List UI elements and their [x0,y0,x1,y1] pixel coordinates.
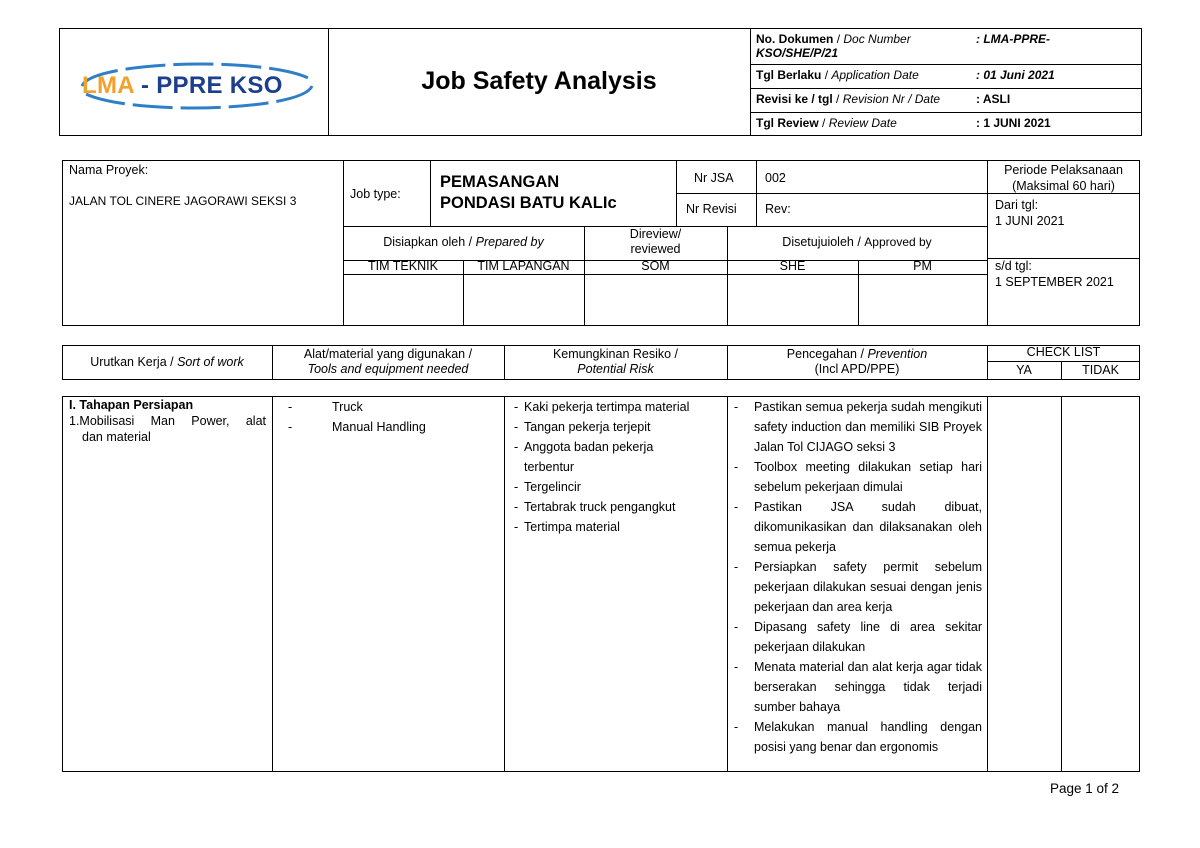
doc-number-value-cont: KSO/SHE/P/21 [756,46,839,60]
application-date-value: : 01 Juni 2021 [976,68,1055,82]
risk-list [504,397,724,537]
risk-item: - Tertimpa material [510,517,724,537]
step-line-1: 1.Mobilisasi Man Power, alat [69,414,266,428]
application-date-label: Tgl Berlaku / Application Date [756,68,919,82]
project-name-value: JALAN TOL CINERE JAGORAWI SEKSI 3 [69,194,297,208]
approved-by-label: Disetujuioleh / Approved by [782,235,932,249]
job-type-line2: PONDASI BATU KALIc [440,194,617,212]
risk-item: - Tertabrak truck pengangkut [510,497,724,517]
col-tools-2: Tools and equipment needed [307,362,469,376]
tool-item: - Truck [282,397,504,417]
job-type-label: Job type: [350,187,401,201]
to-date-value: 1 SEPTEMBER 2021 [995,275,1114,289]
period-label-2: (Maksimal 60 hari) [1012,179,1115,193]
col-prevention-2: (Incl APD/PPE) [814,362,900,376]
document-title: Job Safety Analysis [421,67,657,95]
revision-label: Revisi ke / tgl / Revision Nr / Date [756,92,941,106]
col-sort-of-work: Urutkan Kerja / Sort of work [90,355,244,369]
col-tidak: TIDAK [1082,363,1119,377]
job-type-line1: PEMASANGAN [440,173,560,191]
risk-item: - Tergelincir [510,477,724,497]
period-label-1: Periode Pelaksanaan [1004,163,1123,177]
doc-number-value: : LMA-PPRE- [976,32,1050,46]
stage-title: I. Tahapan Persiapan [69,398,194,412]
prevention-item: - Melakukan manual handling dengan posisi yang benar dan ergonomis [728,717,982,757]
signer-som: SOM [641,259,670,273]
col-ya: YA [1016,363,1032,377]
reviewed-label-1: Direview/ [629,227,682,241]
step-line-2: dan material [82,430,151,444]
prevention-item: - Pastikan semua pekerja sudah mengikuti safety induction dan memiliki SIB Proyek Jalan Tol CIJAGO seksi 3 [728,397,982,457]
col-risk-2: Potential Risk [577,362,654,376]
nr-revisi-label: Nr Revisi [686,202,737,216]
reviewed-label-2: reviewed [630,242,681,256]
prevention-item: - Menata material dan alat kerja agar tidak berserakan sehingga tidak terjadi sumber bahaya [728,657,982,717]
nr-jsa-label: Nr JSA [694,171,734,185]
tools-list [272,397,504,437]
signer-tim-lapangan: TIM LAPANGAN [477,259,570,273]
to-date-label: s/d tgl: [995,259,1032,273]
page-number: Page 1 of 2 [1050,781,1120,796]
prevention-item: - Toolbox meeting dilakukan setiap hari sebelum pekerjaan dimulai [728,457,982,497]
doc-number-label: No. Dokumen / Doc Number [756,32,911,46]
prevention-item: - Dipasang safety line di area sekitar pekerjaan dilakukan [728,617,982,657]
review-date-value: : 1 JUNI 2021 [976,116,1051,130]
risk-item: - Anggota badan pekerja terbentur [510,437,684,477]
signer-she: SHE [779,259,806,273]
col-checklist: CHECK LIST [1026,345,1101,359]
risk-item: - Kaki pekerja tertimpa material [510,397,724,417]
from-date-label: Dari tgl: [995,198,1039,212]
logo-text: LMA - PPRE KSO [82,72,283,99]
col-risk-1: Kemungkinan Resiko / [552,347,679,361]
prevention-list [728,397,982,757]
prevention-item: - Persiapkan safety permit sebelum pekerjaan dilakukan sesuai dengan jenis pekerjaan dan area kerja [728,557,982,617]
nr-revisi-value: Rev: [765,202,791,216]
project-name-label: Nama Proyek: [69,163,149,177]
from-date-value: 1 JUNI 2021 [995,214,1065,228]
risk-item: - Tangan pekerja terjepit [510,417,724,437]
signer-tim-teknik: TIM TEKNIK [368,259,438,273]
col-prevention-1: Pencegahan / Prevention [786,347,928,361]
revision-value: : ASLI [976,92,1011,106]
checklist-ya-cell[interactable] [988,397,1060,771]
col-tools-1: Alat/material yang digunakan / [303,347,473,361]
signer-pm: PM [913,259,932,273]
tool-item: - Manual Handling [282,417,504,437]
review-date-label: Tgl Review / Review Date [756,116,897,130]
prevention-item: - Pastikan JSA sudah dibuat, dikomunikasikan dan dilaksanakan oleh semua pekerja [728,497,982,557]
prepared-by-label: Disiapkan oleh / Prepared by [383,235,544,249]
checklist-tidak-cell[interactable] [1062,397,1139,771]
nr-jsa-value: 002 [765,171,786,185]
